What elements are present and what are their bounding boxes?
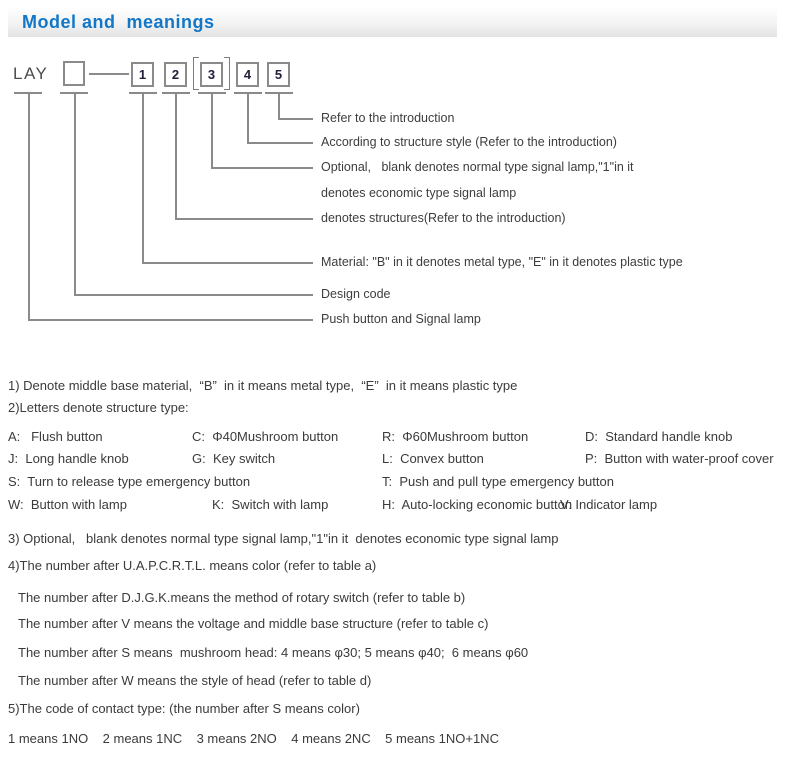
model-box-3: 3: [200, 62, 223, 87]
structure-cell: T: Push and pull type emergency button: [382, 474, 614, 489]
note-4a: 4)The number after U.A.P.C.R.T.L. means color (refer to table a): [8, 558, 377, 573]
structure-cell: K: Switch with lamp: [212, 497, 329, 512]
page-title: Model and meanings: [22, 12, 215, 32]
leader-v-box2: [175, 92, 177, 218]
structure-cell: D: Standard handle knob: [585, 429, 733, 444]
callout-box4: According to structure style (Refer to the introduction): [321, 135, 617, 149]
note-5: 5)The code of contact type: (the number after S means color): [8, 701, 360, 716]
model-box-4: 4: [236, 62, 259, 87]
structure-cell: C: Φ40Mushroom button: [192, 429, 339, 444]
leader-v-box3: [211, 92, 213, 167]
note-1: 1) Denote middle base material, “B” in it means metal type, “E” in it means plastic type: [8, 378, 518, 393]
structure-cell: H: Auto-locking economic button: [382, 497, 573, 512]
leader-v-box5: [278, 92, 280, 118]
model-prefix: LAY: [13, 64, 49, 83]
callout-box1: Material: "B" in it denotes metal type, "E" in it denotes plastic type: [321, 255, 683, 269]
callout-box3-line1: Optional, blank denotes normal type signal lamp,"1"in it: [321, 160, 634, 174]
note-4e: The number after W means the style of head (refer to table d): [18, 673, 372, 688]
note-4c: The number after V means the voltage and middle base structure (refer to table c): [18, 616, 489, 631]
leader-h-box3: [211, 167, 313, 169]
leader-v-box1: [142, 92, 144, 262]
leader-v-design: [74, 92, 76, 294]
connector-line: [89, 73, 129, 75]
bracket-left: [193, 57, 199, 90]
structure-cell: V: Indicator lamp: [560, 497, 658, 512]
leader-h-box4: [247, 142, 313, 144]
leader-h-box1: [142, 262, 313, 264]
section-header-bar: [8, 8, 777, 37]
leader-h-box5: [278, 118, 313, 120]
structure-cell: R: Φ60Mushroom button: [382, 429, 529, 444]
contact-codes: 1 means 1NO 2 means 1NC 3 means 2NO 4 means 2NC 5 means 1NO+1NC: [8, 731, 499, 746]
note-4d: The number after S means mushroom head: 4 means φ30; 5 means φ40; 6 means φ60: [18, 645, 529, 660]
model-box-5: 5: [267, 62, 290, 87]
leader-h-lay: [28, 319, 313, 321]
structure-cell: G: Key switch: [192, 451, 276, 466]
callout-box5: Refer to the introduction: [321, 111, 455, 125]
leader-h-box2: [175, 218, 313, 220]
callout-box3-line2: denotes economic type signal lamp: [321, 186, 517, 200]
structure-cell: W: Button with lamp: [8, 497, 127, 512]
note-2: 2)Letters denote structure type:: [8, 400, 189, 415]
structure-cell: S: Turn to release type emergency button: [8, 474, 251, 489]
callout-design-code: Design code: [321, 287, 391, 301]
bracket-right: [224, 57, 230, 90]
leader-h-design: [74, 294, 313, 296]
leader-v-lay: [28, 92, 30, 319]
structure-cell: A: Flush button: [8, 429, 103, 444]
leader-v-box4: [247, 92, 249, 142]
structure-cell: L: Convex button: [382, 451, 484, 466]
callout-lay: Push button and Signal lamp: [321, 312, 481, 326]
model-box-2: 2: [164, 62, 187, 87]
design-code-box: [63, 61, 85, 86]
structure-cell: J: Long handle knob: [8, 451, 129, 466]
note-4b: The number after D.J.G.K.means the method of rotary switch (refer to table b): [18, 590, 466, 605]
model-box-1: 1: [131, 62, 154, 87]
callout-box2: denotes structures(Refer to the introduction): [321, 211, 566, 225]
structure-cell: P: Button with water-proof cover: [585, 451, 774, 466]
note-3: 3) Optional, blank denotes normal type signal lamp,"1"in it denotes economic type signal lamp: [8, 531, 559, 546]
